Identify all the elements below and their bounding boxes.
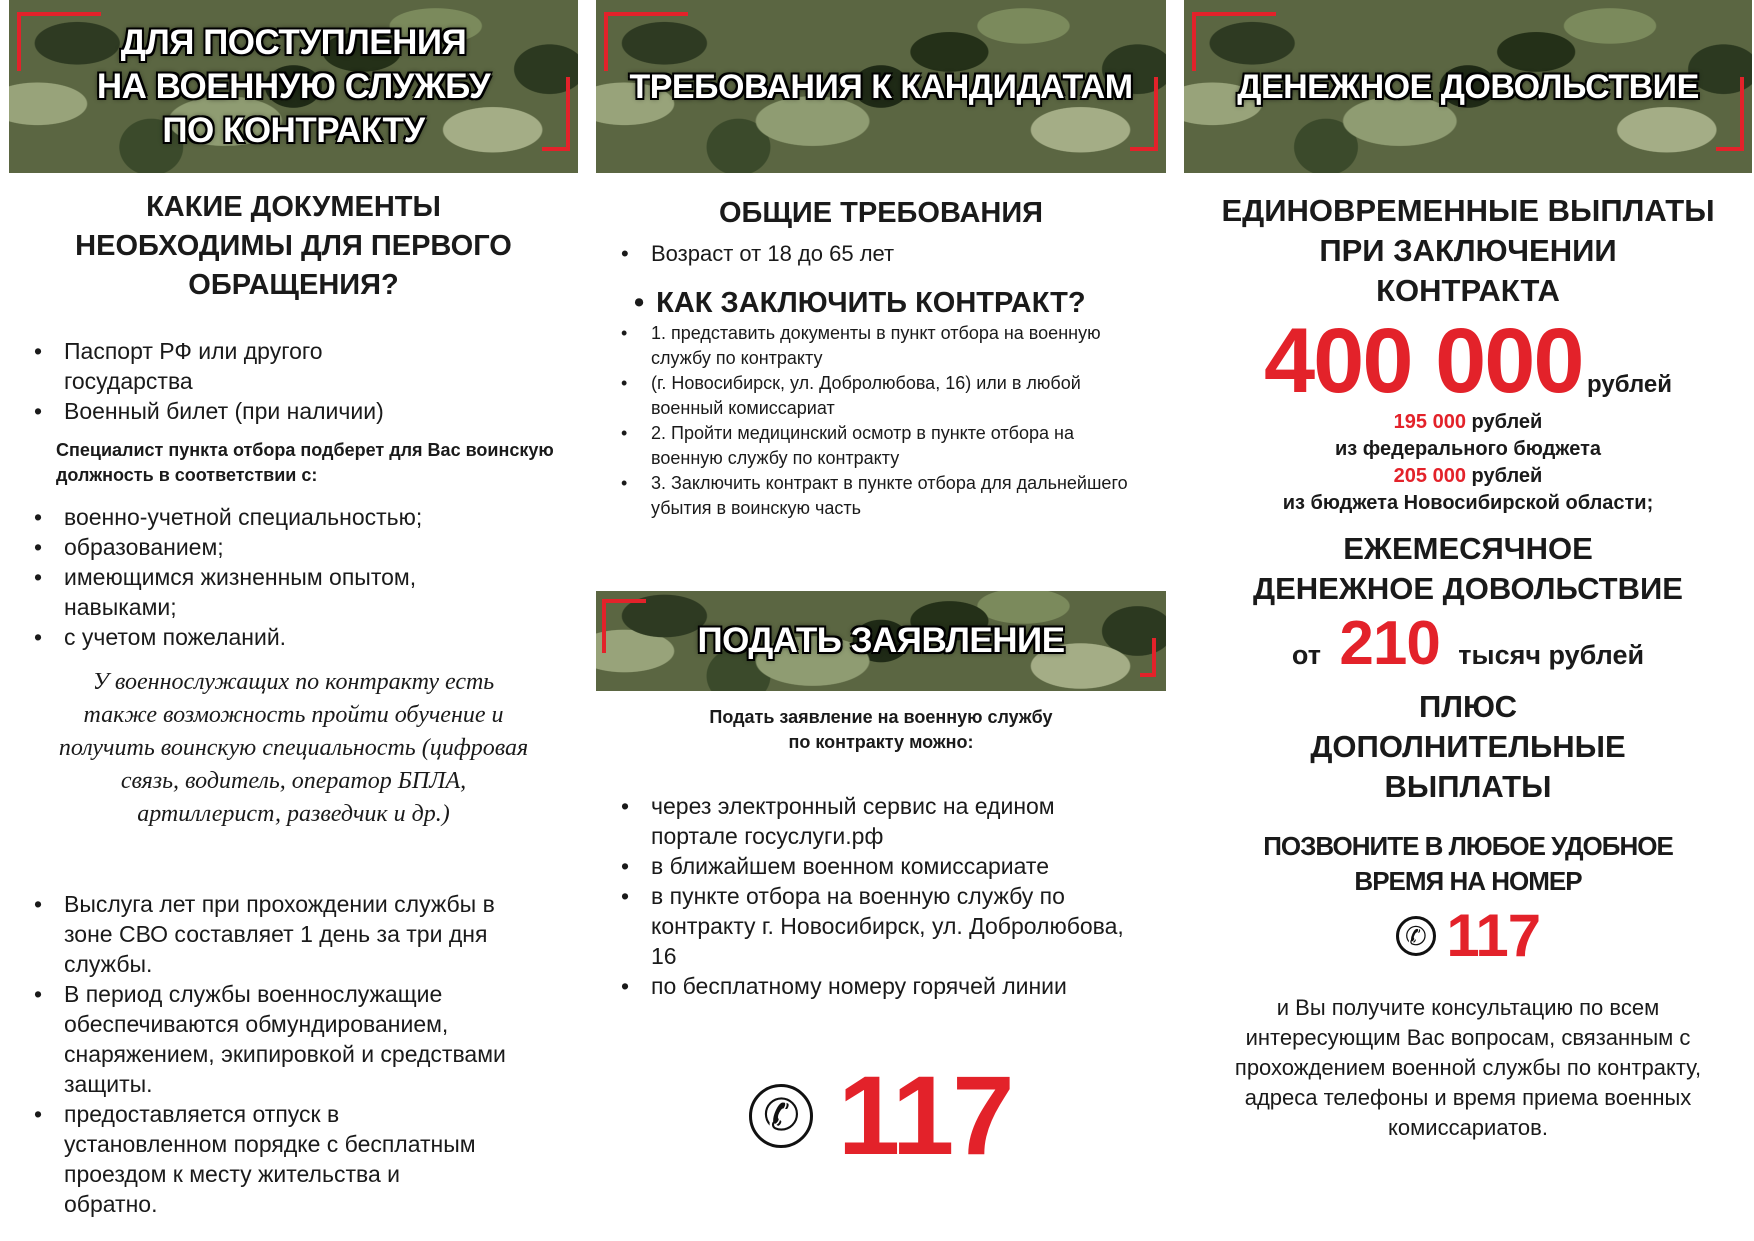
list-item: • (г. Новосибирск, ул. Добролюбова, 16) или в любой военный комиссариат (596, 371, 1136, 421)
column-documents (9, 0, 578, 1219)
federal-label: из федерального бюджета (1334, 438, 1601, 460)
federal-amount: 195 000 (1393, 411, 1466, 433)
list-item: • военно-учетной специальностью; (9, 502, 578, 532)
list-item: • в ближайшем военном комиссариате (596, 851, 1131, 881)
list-item: • предоставляется отпуск в установленном порядке с бесплатным проездом к месту жительства и обратно. (9, 1099, 538, 1219)
contract-heading-row (596, 285, 1166, 321)
list-item: • Выслуга лет при прохождении службы в зоне СВО составляет 1 день за три дня службы. (9, 889, 538, 979)
regional-amount-line (1184, 463, 1752, 490)
list-item: • через электронный сервис на едином портале госуслуги.рф (596, 791, 1131, 851)
documents-list (9, 336, 578, 426)
contract-steps-list (596, 321, 1166, 521)
contract-heading: КАК ЗАКЛЮЧИТЬ КОНТРАКТ? (656, 287, 1086, 319)
phone-icon: ✆ (1396, 916, 1436, 956)
lump-sum-unit: рублей (1587, 371, 1672, 398)
column-requirements (596, 0, 1166, 1178)
banner-title: ПОДАТЬ ЗАЯВЛЕНИЕ (697, 621, 1065, 660)
list-item: • имеющимся жизненным опытом, навыками; (9, 562, 578, 622)
list-item: • 3. Заключить контракт в пункте отбора для дальнейшего убытия в воинскую часть (596, 471, 1136, 521)
banner-enlistment (9, 0, 578, 173)
general-requirements-list (596, 239, 1166, 269)
lump-sum-amount: 400 000 (1264, 310, 1583, 412)
banner-apply (596, 591, 1166, 691)
banner-requirements (596, 0, 1166, 173)
regional-amount: 205 000 (1393, 465, 1466, 487)
hotline (596, 1053, 1166, 1178)
list-item: • 2. Пройти медицинский осмотр в пункте отбора на военную службу по контракту (596, 421, 1136, 471)
federal-amount-line (1184, 409, 1752, 436)
benefits-list (9, 889, 578, 1219)
hotline-number: 117 (837, 1053, 1013, 1178)
lump-sum-heading: ЕДИНОВРЕМЕННЫЕ ВЫПЛАТЫ ПРИ ЗАКЛЮЧЕНИИ КОНТРАКТА (1221, 193, 1715, 308)
list-item: • Паспорт РФ или другого государства (9, 336, 578, 396)
specialist-note: Специалист пункта отбора подберет для Вас воинскую должность в соответствии с: (56, 440, 554, 485)
list-item: • с учетом пожеланий. (9, 622, 578, 652)
training-note: У военнослужащих по контракту есть также возможность пройти обучение и получить воинскую специальность (цифровая связь, водитель, оператор БПЛА, артиллерист, разведчик и др.) (58, 669, 529, 827)
monthly-amount: 210 (1339, 609, 1440, 678)
bullet: • (634, 287, 645, 319)
banner-pay (1184, 0, 1752, 173)
monthly-prefix: от (1291, 640, 1321, 670)
plus-heading: ПЛЮС ДОПОЛНИТЕЛЬНЫЕ ВЫПЛАТЫ (1310, 689, 1626, 804)
list-item: • по бесплатному номеру горячей линии (596, 971, 1131, 1001)
regional-label: из бюджета Новосибирской области; (1282, 492, 1654, 514)
list-item: • в пункте отбора на военную службу по контракту г. Новосибирск, ул. Добролюбова, 16 (596, 881, 1131, 971)
list-item: • образованием; (9, 532, 578, 562)
list-item: • В период службы военнослужащие обеспечиваются обмундированием, снаряжением, экипировкой и средствами защиты. (9, 979, 538, 1099)
column-pay (1184, 0, 1752, 1143)
general-requirements-heading: ОБЩИЕ ТРЕБОВАНИЯ (718, 197, 1044, 229)
apply-methods-list (596, 791, 1166, 1001)
call-heading: ПОЗВОНИТЕ В ЛЮБОЕ УДОБНОЕ ВРЕМЯ НА НОМЕР (1263, 831, 1673, 896)
corner-frame-top-left (604, 12, 688, 71)
monthly-heading: ЕЖЕМЕСЯЧНОЕ ДЕНЕЖНОЕ ДОВОЛЬСТВИЕ (1253, 531, 1683, 606)
monthly-unit: тысяч рублей (1458, 640, 1645, 670)
lump-sum-row (1184, 310, 1752, 412)
list-item: • Военный билет (при наличии) (9, 396, 578, 426)
banner-title: ТРЕБОВАНИЯ К КАНДИДАТАМ (629, 67, 1133, 106)
call-number: 117 (1446, 902, 1541, 969)
list-item: • 1. представить документы в пункт отбора на военную службу по контракту (596, 321, 1136, 371)
federal-unit: рублей (1465, 411, 1543, 433)
federal-share (1184, 409, 1752, 517)
banner-title: ДЛЯ ПОСТУПЛЕНИЯ НА ВОЕННУЮ СЛУЖБУ ПО КОНТРАКТУ (96, 22, 491, 150)
consultation-text: и Вы получите консультацию по всем интересующим Вас вопросам, связанным с прохождением военной службы по контракту, адреса телефоны и время приема военных комиссариатов. (1234, 995, 1702, 1140)
call-number-row (1184, 901, 1752, 971)
list-item: • Возраст от 18 до 65 лет (596, 239, 1166, 269)
corner-frame-top-left (1192, 12, 1276, 71)
banner-title: ДЕНЕЖНОЕ ДОВОЛЬСТВИЕ (1237, 67, 1699, 106)
monthly-row (1184, 609, 1752, 679)
criteria-list (9, 502, 578, 652)
phone-icon: ✆ (749, 1084, 813, 1148)
documents-heading: КАКИЕ ДОКУМЕНТЫ НЕОБХОДИМЫ ДЛЯ ПЕРВОГО ОБРАЩЕНИЯ? (75, 191, 512, 301)
apply-intro: Подать заявление на военную службу по контракту можно: (709, 707, 1053, 752)
regional-unit: рублей (1465, 465, 1543, 487)
